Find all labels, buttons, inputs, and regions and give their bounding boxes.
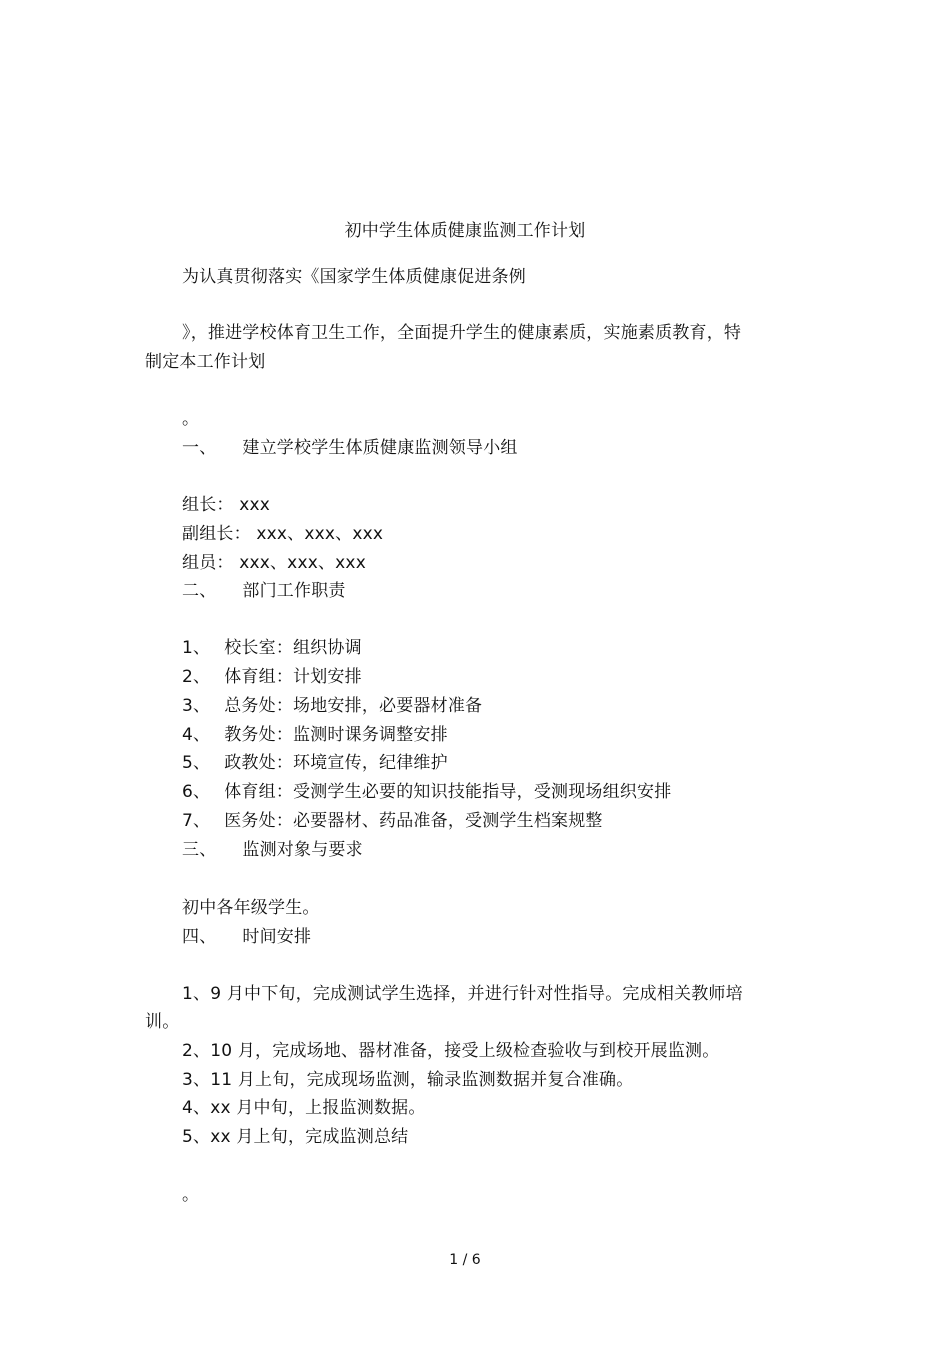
document-title: 初中学生体质健康监测工作计划 bbox=[344, 221, 586, 241]
section-4-title: 时间安排 bbox=[242, 927, 312, 947]
section-3-title: 监测对象与要求 bbox=[242, 840, 363, 860]
intro-end: 。 bbox=[182, 409, 200, 429]
section-3-marker: 三、 bbox=[182, 840, 217, 860]
duty-item-text: 体育组：受测学生必要的知识技能指导，受测现场组织安排 bbox=[224, 782, 672, 802]
schedule-item-4: 4、xx 月中旬，上报监测数据。 bbox=[182, 1098, 426, 1118]
schedule-item-2: 2、10 月，完成场地、器材准备，接受上级检查验收与到校开展监测。 bbox=[182, 1041, 720, 1061]
duty-item bbox=[182, 810, 603, 832]
duty-item-text: 医务处：必要器材、药品准备，受测学生档案规整 bbox=[224, 811, 603, 831]
schedule-item-1-line-2: 训。 bbox=[145, 1012, 180, 1032]
schedule-item-3: 3、11 月上旬，完成现场监测，输录监测数据并复合准确。 bbox=[182, 1070, 634, 1090]
section-1-heading bbox=[182, 437, 518, 459]
schedule-item-5: 5、xx 月上旬，完成监测总结 bbox=[182, 1127, 409, 1147]
intro-line-1: 为认真贯彻落实《国家学生体质健康促进条例 bbox=[182, 267, 526, 287]
section-3-heading bbox=[182, 839, 363, 861]
duty-item bbox=[182, 724, 448, 746]
duty-item bbox=[182, 666, 362, 688]
section-4-marker: 四、 bbox=[182, 927, 217, 947]
intro-line-3: 制定本工作计划 bbox=[145, 352, 266, 372]
duty-item-number: 5、 bbox=[182, 753, 211, 773]
intro-line-2: 》，推进学校体育卫生工作，全面提升学生的健康素质，实施素质教育，特 bbox=[182, 323, 742, 343]
section-2-heading bbox=[182, 580, 346, 602]
duty-item-text: 总务处：场地安排，必要器材准备 bbox=[224, 696, 483, 716]
duty-item bbox=[182, 781, 671, 803]
duty-item-text: 教务处：监测时课务调整安排 bbox=[224, 725, 448, 745]
duty-item-text: 体育组：计划安排 bbox=[224, 667, 362, 687]
group-leader: 组长： xxx bbox=[182, 495, 270, 515]
duty-item bbox=[182, 752, 448, 774]
duty-item-text: 校长室：组织协调 bbox=[224, 638, 362, 658]
duty-item bbox=[182, 695, 482, 717]
section-1-marker: 一、 bbox=[182, 438, 217, 458]
duty-item-number: 6、 bbox=[182, 782, 211, 802]
group-deputy: 副组长： xxx、xxx、xxx bbox=[182, 524, 384, 544]
duty-item-text: 政教处：环境宣传，纪律维护 bbox=[224, 753, 448, 773]
duty-item-number: 7、 bbox=[182, 811, 211, 831]
duty-item-number: 2、 bbox=[182, 667, 211, 687]
section-2-marker: 二、 bbox=[182, 581, 217, 601]
section-2-title: 部门工作职责 bbox=[242, 581, 346, 601]
section-3-body: 初中各年级学生。 bbox=[182, 898, 320, 918]
duty-item bbox=[182, 637, 362, 659]
section-1-title: 建立学校学生体质健康监测领导小组 bbox=[242, 438, 518, 458]
duty-item-number: 3、 bbox=[182, 696, 211, 716]
section-4-heading bbox=[182, 926, 311, 948]
group-members: 组员： xxx、xxx、xxx bbox=[182, 553, 366, 573]
section-4-end: 。 bbox=[182, 1185, 200, 1205]
duty-item-number: 1、 bbox=[182, 638, 211, 658]
duty-item-number: 4、 bbox=[182, 725, 211, 745]
page-number: 1 / 6 bbox=[449, 1252, 481, 1268]
schedule-item-1-line-1: 1、9 月中下旬，完成测试学生选择，并进行针对性指导。完成相关教师培 bbox=[182, 984, 743, 1004]
